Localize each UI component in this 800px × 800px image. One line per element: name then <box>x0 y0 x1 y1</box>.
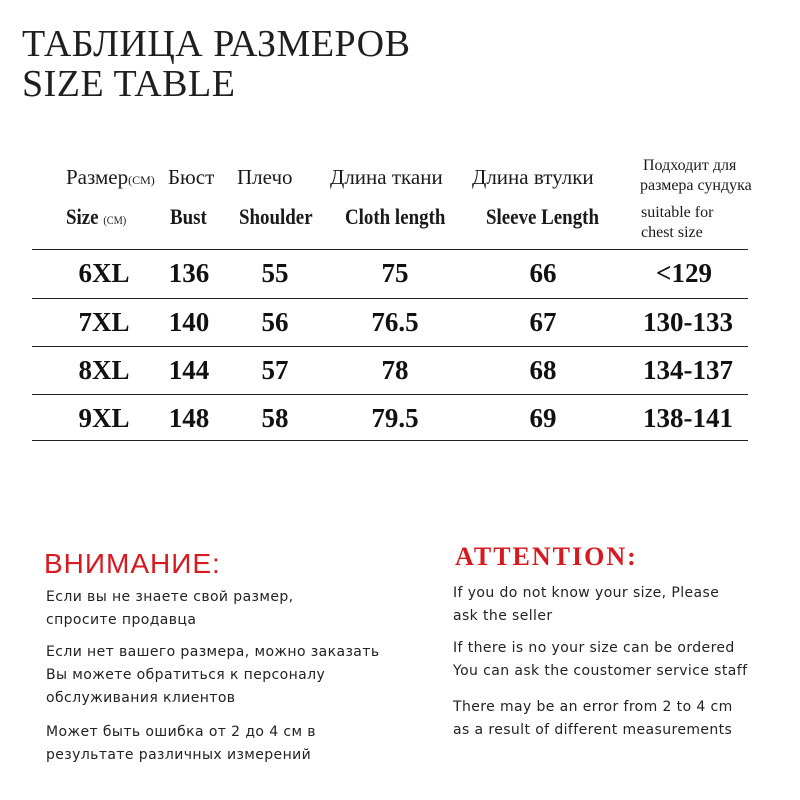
attention-line-ru: спросите продавца <box>46 612 197 628</box>
table-cell-bust: 140 <box>168 307 210 337</box>
page-title-en: SIZE TABLE <box>22 63 236 105</box>
table-cell-size: 9XL <box>78 403 130 433</box>
header-chest-en-line1: suitable for <box>641 204 714 221</box>
table-cell-cloth-length: 79.5 <box>371 403 419 433</box>
attention-line-ru: обслуживания клиентов <box>46 690 236 706</box>
header-sleeve-length-en: Sleeve Length <box>486 204 599 229</box>
table-cell-chest: 134-137 <box>643 355 733 385</box>
header-chest-ru-line2: размера сундука <box>640 177 752 194</box>
table-cell-bust: 136 <box>168 258 210 288</box>
attention-line-en: You can ask the coustomer service staff <box>453 663 748 679</box>
attention-line-en: If there is no your size can be ordered <box>453 640 735 656</box>
attention-line-ru: Если нет вашего размера, можно заказать <box>46 644 380 660</box>
header-size-en: Size (CM) <box>66 204 127 229</box>
table-cell-cloth-length: 75 <box>381 258 409 288</box>
table-cell-chest: <129 <box>656 258 712 288</box>
header-cloth-length-ru: Длина ткани <box>330 165 443 189</box>
header-shoulder-en: Shoulder <box>239 204 313 229</box>
header-bust-ru: Бюст <box>168 165 215 189</box>
table-cell-cloth-length: 78 <box>381 355 409 385</box>
table-cell-sleeve-length: 69 <box>529 403 557 433</box>
table-cell-sleeve-length: 68 <box>529 355 557 385</box>
header-size-ru: Размер(CM) <box>66 165 155 189</box>
table-rule <box>32 298 748 299</box>
table-cell-bust: 148 <box>168 403 210 433</box>
table-cell-shoulder: 57 <box>261 355 289 385</box>
attention-line-ru: Вы можете обратиться к персоналу <box>46 667 326 683</box>
table-cell-size: 8XL <box>78 355 130 385</box>
attention-line-ru: Может быть ошибка от 2 до 4 см в <box>46 724 316 740</box>
attention-line-en: If you do not know your size, Please <box>453 585 720 601</box>
table-rule <box>32 249 748 250</box>
header-bust-en: Bust <box>170 204 207 229</box>
table-cell-sleeve-length: 66 <box>529 258 557 288</box>
table-cell-size: 7XL <box>78 307 130 337</box>
header-chest-ru-line1: Подходит для <box>643 157 737 174</box>
table-cell-chest: 138-141 <box>643 403 733 433</box>
table-cell-shoulder: 56 <box>261 307 289 337</box>
header-sleeve-length-ru: Длина втулки <box>472 165 594 189</box>
table-cell-chest: 130-133 <box>643 307 733 337</box>
header-cloth-length-en: Cloth length <box>345 204 446 229</box>
table-rule <box>32 440 748 441</box>
table-cell-cloth-length: 76.5 <box>371 307 419 337</box>
page-title-ru: ТАБЛИЦА РАЗМЕРОВ <box>22 23 411 65</box>
header-chest-en-line2: chest size <box>641 224 703 241</box>
table-cell-shoulder: 55 <box>261 258 289 288</box>
attention-line-en: There may be an error from 2 to 4 cm <box>453 699 733 715</box>
table-cell-bust: 144 <box>168 355 210 385</box>
attention-line-ru: результате различных измерений <box>46 747 312 763</box>
attention-line-en: ask the seller <box>453 608 553 624</box>
table-rule <box>32 346 748 347</box>
table-cell-shoulder: 58 <box>261 403 289 433</box>
table-cell-size: 6XL <box>78 258 130 288</box>
table-rule <box>32 394 748 395</box>
attention-title-en: ATTENTION: <box>455 542 638 571</box>
header-shoulder-ru: Плечо <box>237 165 293 189</box>
attention-title-ru: ВНИМАНИЕ: <box>44 548 221 579</box>
table-cell-sleeve-length: 67 <box>529 307 557 337</box>
attention-line-ru: Если вы не знаете свой размер, <box>46 589 294 605</box>
attention-line-en: as a result of different measurements <box>453 722 733 738</box>
